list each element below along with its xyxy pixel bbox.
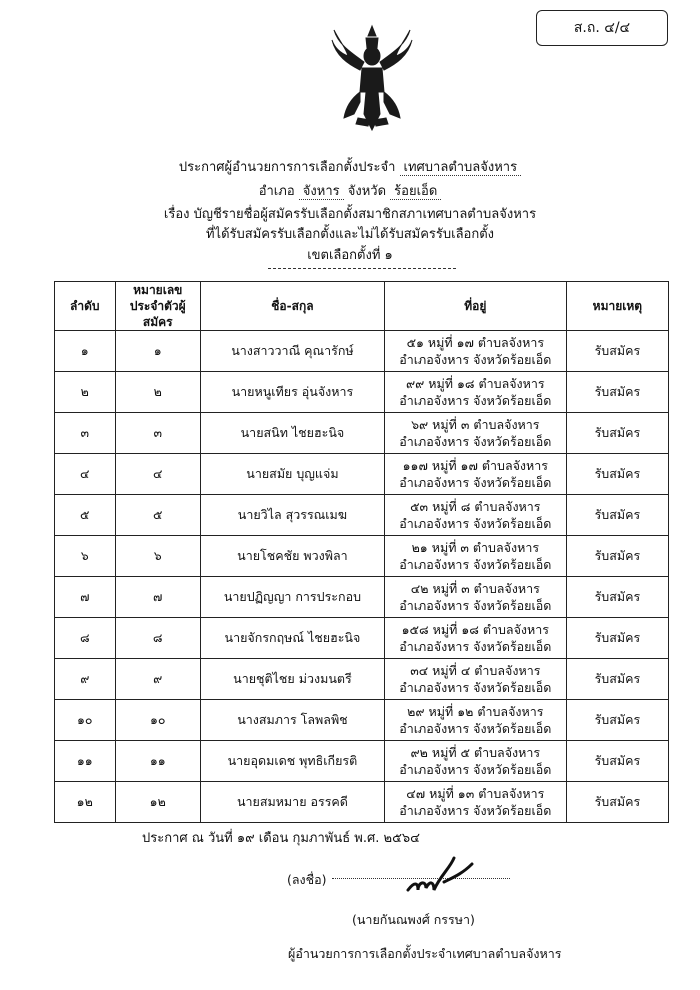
cell-note: รับสมัคร [566, 700, 668, 741]
address-line-2: อำเภอจังหาร จังหวัดร้อยเอ็ด [399, 393, 552, 408]
divider [268, 268, 456, 269]
address-line-2: อำเภอจังหาร จังหวัดร้อยเอ็ด [399, 639, 552, 654]
cell-note: รับสมัคร [566, 454, 668, 495]
cell-name: นายชุติไชย ม่วงมนตรี [200, 659, 384, 700]
cell-name: นายสมหมาย อรรคดี [200, 782, 384, 823]
address-line-1: ๔๒ หมู่ที่ ๓ ตำบลจังหาร [410, 581, 540, 596]
cell-no: ๗ [55, 577, 116, 618]
address-line-2: อำเภอจังหาร จังหวัดร้อยเอ็ด [399, 434, 552, 449]
constituency-line: เขตเลือกตั้งที่ ๑ [307, 248, 393, 263]
address-line-2: อำเภอจังหาร จังหวัดร้อยเอ็ด [399, 352, 552, 367]
cell-address [384, 331, 566, 372]
cell-address [384, 536, 566, 577]
form-code: ส.ถ. ๔/๔ [573, 20, 631, 36]
cell-note: รับสมัคร [566, 618, 668, 659]
cell-note: รับสมัคร [566, 495, 668, 536]
address-line-2: อำเภอจังหาร จังหวัดร้อยเอ็ด [399, 803, 552, 818]
table-row [55, 372, 669, 413]
cell-name: นายวิไล สุวรรณเมฆ [200, 495, 384, 536]
cell-address [384, 577, 566, 618]
address-line-1: ๕๑ หมู่ที่ ๑๗ ตำบลจังหาร [406, 335, 545, 350]
cell-name: นายปฏิญญา การประกอบ [200, 577, 384, 618]
cell-no: ๑๑ [55, 741, 116, 782]
address-line-2: อำเภอจังหาร จังหวัดร้อยเอ็ด [399, 721, 552, 736]
col-header-name: ชื่อ-สกุล [200, 282, 384, 331]
form-code-box [536, 10, 668, 46]
subject-line-2: ที่ได้รับสมัครรับเลือกตั้งและไม่ได้รับสมัครรับเลือกตั้ง [205, 227, 495, 242]
table-row [55, 331, 669, 372]
cell-no: ๑ [55, 331, 116, 372]
cell-candidate-id: ๔ [115, 454, 200, 495]
col-header-address: ที่อยู่ [384, 282, 566, 331]
cell-name: นางสมภาร โลพลพิช [200, 700, 384, 741]
address-line-2: อำเภอจังหาร จังหวัดร้อยเอ็ด [399, 516, 552, 531]
cell-name: นายสมัย บุญแจ่ม [200, 454, 384, 495]
cell-no: ๒ [55, 372, 116, 413]
title-prefix: ประกาศผู้อำนวยการการเลือกตั้งประจำ [178, 160, 396, 175]
cell-name: นางสาววาณี คุณารักษ์ [200, 331, 384, 372]
cell-candidate-id: ๑๑ [115, 741, 200, 782]
table-row [55, 659, 669, 700]
amphoe-value: จังหาร [299, 184, 344, 200]
cell-address [384, 372, 566, 413]
address-line-2: อำเภอจังหาร จังหวัดร้อยเอ็ด [399, 557, 552, 572]
cell-candidate-id: ๑ [115, 331, 200, 372]
announcement-date: ประกาศ ณ วันที่ ๑๙ เดือน กุมภาพันธ์ พ.ศ. ๒๕๖๔ [142, 831, 421, 846]
cell-name: นายสนิท ไชยฮะนิจ [200, 413, 384, 454]
cell-address [384, 782, 566, 823]
table-row [55, 536, 669, 577]
cell-no: ๘ [55, 618, 116, 659]
cell-no: ๑๒ [55, 782, 116, 823]
amphoe-label: อำเภอ [258, 184, 295, 199]
cell-note: รับสมัคร [566, 372, 668, 413]
cell-address [384, 454, 566, 495]
cell-name: นายหนูเทียร อุ่นจังหาร [200, 372, 384, 413]
signer-position: ผู้อำนวยการการเลือกตั้งประจำเทศบาลตำบลจังหาร [288, 946, 562, 961]
cell-candidate-id: ๓ [115, 413, 200, 454]
cell-note: รับสมัคร [566, 741, 668, 782]
address-line-1: ๓๔ หมู่ที่ ๔ ตำบลจังหาร [410, 663, 541, 678]
table-row [55, 618, 669, 659]
cell-candidate-id: ๙ [115, 659, 200, 700]
col-header-id-line1: หมายเลข [133, 283, 183, 297]
table-row [55, 413, 669, 454]
col-header-candidate-id [115, 282, 200, 331]
subject-line: เรื่อง บัญชีรายชื่อผู้สมัครรับเลือกตั้งสมาชิกสภาเทศบาลตำบลจังหาร [163, 207, 537, 222]
table-row [55, 577, 669, 618]
candidate-table [54, 281, 669, 823]
cell-name: นายจักรกฤษณ์ ไชยฮะนิจ [200, 618, 384, 659]
location-line [0, 180, 700, 201]
cell-no: ๑๐ [55, 700, 116, 741]
address-line-2: อำเภอจังหาร จังหวัดร้อยเอ็ด [399, 762, 552, 777]
cell-no: ๙ [55, 659, 116, 700]
table-header-row [55, 282, 669, 331]
garuda-emblem-icon [330, 22, 414, 138]
cell-note: รับสมัคร [566, 331, 668, 372]
province-value: ร้อยเอ็ด [390, 184, 441, 200]
cell-candidate-id: ๑๐ [115, 700, 200, 741]
address-line-1: ๒๙ หมู่ที่ ๑๒ ตำบลจังหาร [407, 704, 544, 719]
cell-no: ๕ [55, 495, 116, 536]
address-line-1: ๙๒ หมู่ที่ ๕ ตำบลจังหาร [410, 745, 541, 760]
cell-note: รับสมัคร [566, 659, 668, 700]
cell-address [384, 741, 566, 782]
cell-no: ๖ [55, 536, 116, 577]
cell-candidate-id: ๑๒ [115, 782, 200, 823]
address-line-1: ๙๙ หมู่ที่ ๑๘ ตำบลจังหาร [405, 376, 545, 391]
address-line-1: ๖๙ หมู่ที่ ๓ ตำบลจังหาร [411, 417, 540, 432]
table-row [55, 495, 669, 536]
cell-candidate-id: ๘ [115, 618, 200, 659]
cell-no: ๓ [55, 413, 116, 454]
address-line-2: อำเภอจังหาร จังหวัดร้อยเอ็ด [399, 598, 552, 613]
cell-candidate-id: ๗ [115, 577, 200, 618]
address-line-1: ๕๓ หมู่ที่ ๘ ตำบลจังหาร [410, 499, 541, 514]
announcement-title [0, 156, 700, 177]
address-line-1: ๑๑๗ หมู่ที่ ๑๗ ตำบลจังหาร [402, 458, 548, 473]
cell-address [384, 413, 566, 454]
province-label: จังหวัด [347, 184, 387, 199]
address-line-2: อำเภอจังหาร จังหวัดร้อยเอ็ด [399, 475, 552, 490]
address-line-1: ๑๕๘ หมู่ที่ ๑๘ ตำบลจังหาร [401, 622, 549, 637]
col-header-no: ลำดับ [55, 282, 116, 331]
cell-address [384, 618, 566, 659]
cell-no: ๔ [55, 454, 116, 495]
cell-name: นายอุดมเดช พุทธิเกียรติ [200, 741, 384, 782]
table-row [55, 454, 669, 495]
cell-address [384, 659, 566, 700]
col-header-id-line2: ประจำตัวผู้สมัคร [129, 299, 186, 329]
cell-name: นายโชคชัย พวงพิลา [200, 536, 384, 577]
sign-label: (ลงชื่อ) [287, 872, 327, 887]
address-line-1: ๔๗ หมู่ที่ ๑๓ ตำบลจังหาร [406, 786, 545, 801]
cell-note: รับสมัคร [566, 413, 668, 454]
table-row [55, 741, 669, 782]
municipality-name: เทศบาลตำบลจังหาร [400, 160, 522, 176]
table-row [55, 700, 669, 741]
handwritten-signature [404, 852, 476, 898]
cell-address [384, 700, 566, 741]
cell-note: รับสมัคร [566, 782, 668, 823]
signer-name: (นายกันณพงศ์ กรรษา) [352, 912, 475, 927]
address-line-2: อำเภอจังหาร จังหวัดร้อยเอ็ด [399, 680, 552, 695]
cell-address [384, 495, 566, 536]
table-row [55, 782, 669, 823]
cell-candidate-id: ๕ [115, 495, 200, 536]
address-line-1: ๒๑ หมู่ที่ ๓ ตำบลจังหาร [411, 540, 540, 555]
cell-candidate-id: ๒ [115, 372, 200, 413]
cell-note: รับสมัคร [566, 577, 668, 618]
col-header-note: หมายเหตุ [566, 282, 668, 331]
cell-candidate-id: ๖ [115, 536, 200, 577]
cell-note: รับสมัคร [566, 536, 668, 577]
